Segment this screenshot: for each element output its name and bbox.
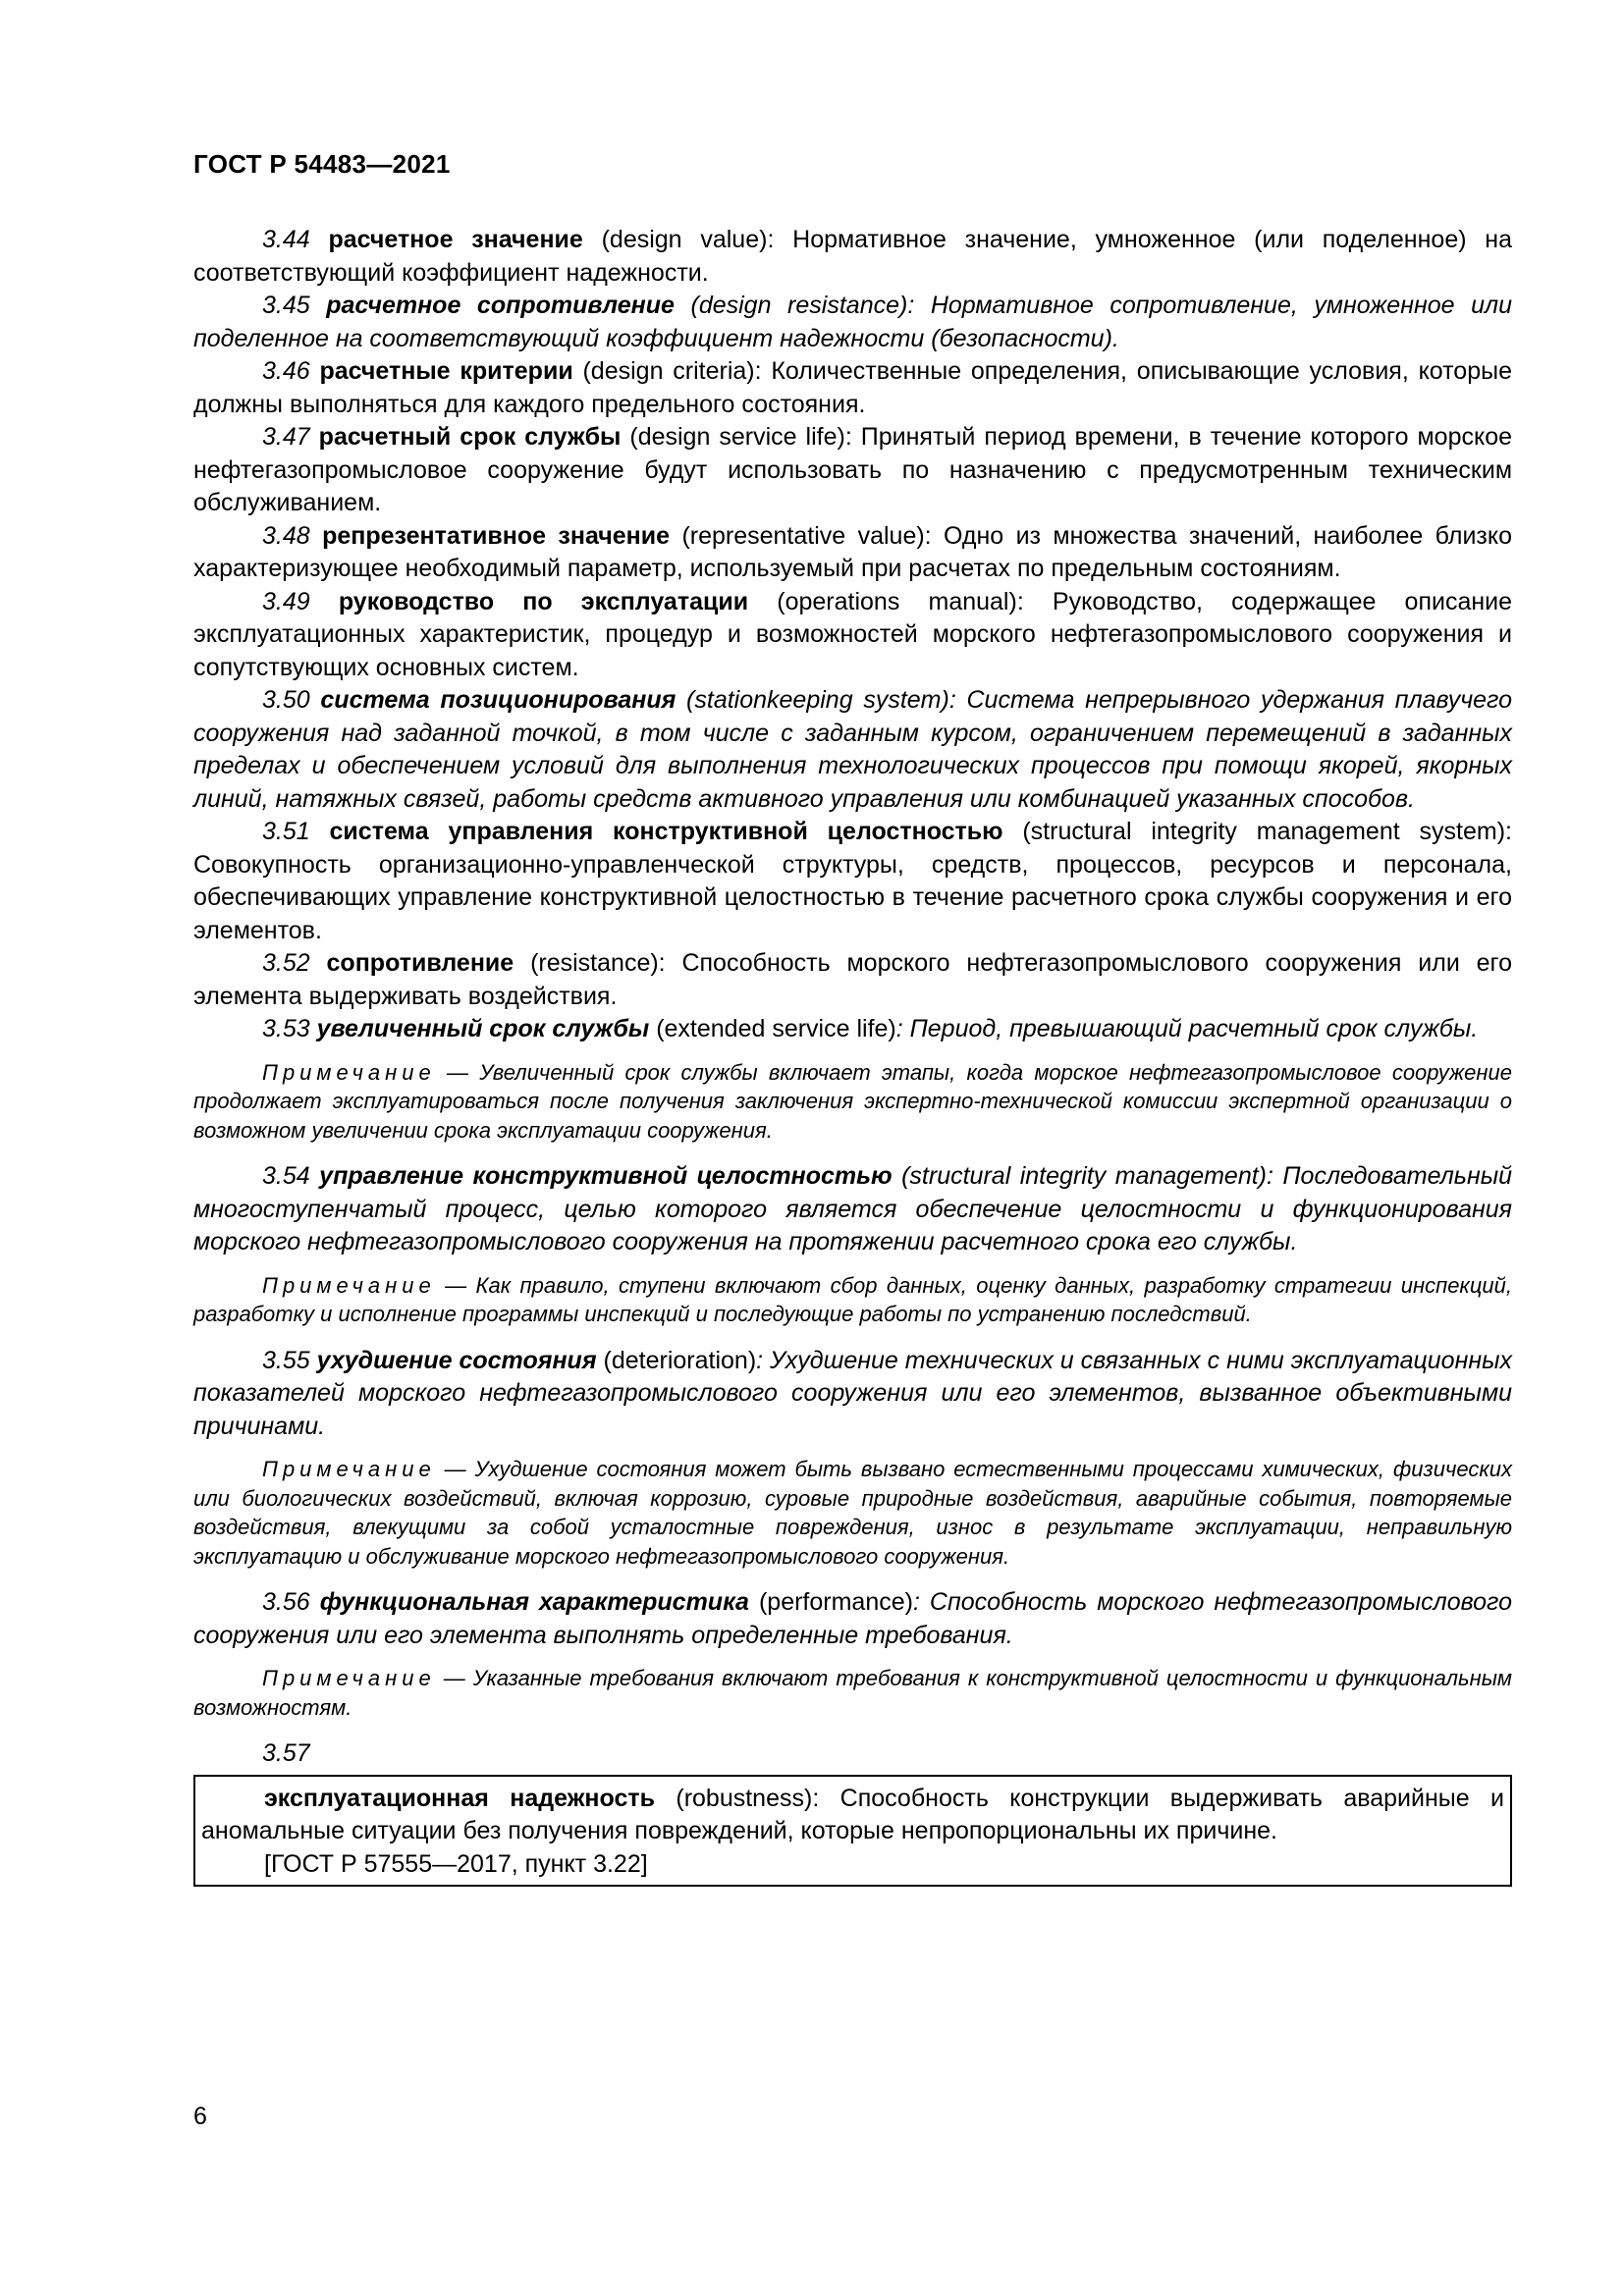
- entry-number: 3.51: [262, 818, 310, 845]
- entry-number: 3.56: [262, 1588, 310, 1616]
- note-label: Примечание: [262, 1059, 436, 1085]
- entry-english: (design resistance): [690, 292, 908, 319]
- entry-number: 3.52: [262, 949, 310, 977]
- entry-english: (performance): [758, 1588, 913, 1616]
- note-text: — Увеличенный срок службы включает этапы, когда морское нефтегазопромысловое сооружение продолжает эксплуатироваться после получения заключения экспертно-технической комиссии экспертной организации о возможном увеличении срока эксплуатации сооружения.: [193, 1059, 1512, 1143]
- entry-number: 3.47: [262, 423, 310, 451]
- entry-number: 3.48: [262, 521, 310, 550]
- note-label: Примечание: [262, 1666, 436, 1690]
- entry-3-44: [193, 224, 1512, 290]
- entry-definition: : Нормативное сопротивление, умноженное или поделенное на соответствующий коэффициент надежности (безопасности).: [193, 292, 1513, 352]
- entry-english: (structural integrity management system): [1022, 818, 1506, 845]
- entry-english: (extended service life): [656, 1015, 896, 1042]
- entry-term: система управления конструктивной целостностью: [329, 818, 1003, 845]
- entry-term: руководство по эксплуатации: [338, 587, 749, 615]
- entry-3-53: [193, 1013, 1512, 1046]
- entry-number: 3.46: [262, 357, 310, 385]
- boxed-term-definition: [201, 1783, 1504, 1848]
- note-text: — Указанные требования включают требования к конструктивной целостности и функциональным возможностям.: [193, 1666, 1512, 1720]
- entry-term: управление конструктивной целостностью: [319, 1162, 893, 1190]
- entry-3-48: [193, 520, 1512, 586]
- document-body: [193, 224, 1512, 1887]
- entry-definition: : Способность конструкции выдерживать аварийные и аномальные ситуации без получения повреждений, которые непропорциональны их причине.: [201, 1784, 1504, 1844]
- entry-term: система позиционирования: [320, 686, 677, 714]
- entry-definition: : Способность морского нефтегазопромыслового сооружения или его элемента выдерживать воздействия.: [193, 949, 1513, 1010]
- entry-english: (representative value): [681, 521, 925, 550]
- entry-definition: : Руководство, содержащее описание эксплуатационных характеристик, процедур и возможностей морского нефтегазопромыслового сооружения и сопутствующих основных систем.: [193, 587, 1513, 681]
- entry-term: расчетный срок службы: [318, 423, 622, 451]
- entry-definition: : Количественные определения, описывающие условия, которые должны выполняться для каждого предельного состояния.: [193, 357, 1512, 418]
- entry-3-57-number: 3.57: [262, 1739, 310, 1767]
- entry-definition: : Последовательный многоступенчатый процесс, целью которого является обеспечение целостности и функционирования морского нефтегазопромыслового сооружения на протяжении расчетного срока его службы.: [193, 1162, 1513, 1255]
- entry-3-56: [193, 1586, 1512, 1652]
- entry-number: 3.53: [262, 1015, 310, 1042]
- entry-definition: : Система непрерывного удержания плавучего сооружения над заданной точкой, в том числе с заданным курсом, ограничением перемещений в заданных пределах и обеспечением условий для выполнения технологических процессов при помощи якорей, якорных линий, натяжных связей, работы средств активного управления или комбинацией указанных способов.: [193, 686, 1512, 813]
- note-3-56: [193, 1664, 1512, 1722]
- entry-3-45: [193, 290, 1512, 355]
- note-text: — Ухудшение состояния может быть вызвано естественными процессами химических, физических или биологических воздействий, включая коррозию, суровые природные воздействия, аварийные события, повторяемые воздействия, влекущими за собой усталостные повреждения, износ в результате эксплуатации, неправильную эксплуатацию и обслуживание морского нефтегазопромыслового сооружения.: [193, 1457, 1512, 1569]
- note-3-53: [193, 1058, 1512, 1146]
- entry-english: (operations manual): [777, 587, 1017, 615]
- entry-term: расчетное значение: [328, 226, 583, 253]
- entry-english: (stationkeeping system): [686, 686, 949, 714]
- entry-term: расчетное сопротивление: [326, 292, 675, 319]
- note-label: Примечание: [262, 1272, 436, 1298]
- entry-english: (structural integrity management): [901, 1162, 1267, 1190]
- entry-3-49: [193, 586, 1512, 685]
- entry-number: 3.45: [262, 292, 310, 319]
- entry-english: (design service life): [629, 423, 845, 451]
- entry-definition: : Период, превышающий расчетный срок службы.: [895, 1015, 1479, 1042]
- boxed-term-source: [ГОСТ Р 57555—2017, пункт 3.22]: [264, 1849, 648, 1878]
- entry-english: (robustness): [676, 1784, 813, 1812]
- boxed-term-frame: [193, 1775, 1512, 1888]
- entry-definition: : Совокупность организационно-управленческой структуры, средств, процессов, ресурсов и персонала, обеспечивающих управление конструктивной целостностью в течение расчетного срока службы сооружения и его элементов.: [193, 818, 1512, 944]
- entry-term: репрезентативное значение: [322, 521, 671, 550]
- entry-3-55: [193, 1345, 1512, 1444]
- entry-english: (resistance): [530, 949, 659, 977]
- entry-english: (design criteria): [582, 357, 755, 385]
- entry-definition: : Нормативное значение, умноженное (или поделенное) на соответствующий коэффициент надежности.: [193, 226, 1513, 287]
- entry-english: (deterioration): [603, 1346, 757, 1374]
- entry-3-47: [193, 421, 1512, 520]
- entry-number: 3.44: [262, 226, 310, 253]
- note-3-54: [193, 1271, 1512, 1329]
- entry-term: увеличенный срок службы: [316, 1015, 650, 1042]
- entry-definition: : Принятый период времени, в течение которого морское нефтегазопромысловое сооружение будут использовать по назначению с предусмотренным техническим обслуживанием.: [193, 423, 1512, 516]
- entry-term: эксплуатационная надежность: [264, 1784, 655, 1812]
- note-label: Примечание: [262, 1457, 436, 1481]
- entry-3-46: [193, 355, 1512, 421]
- entry-3-54: [193, 1160, 1512, 1259]
- entry-term: функциональная характеристика: [319, 1588, 749, 1616]
- entry-definition: : Одно из множества значений, наиболее близко характеризующее необходимый параметр, используемый при расчетах по предельным состояниям.: [193, 521, 1513, 582]
- entry-3-52: [193, 947, 1512, 1013]
- entry-term: расчетные критерии: [319, 357, 573, 385]
- page-number: 6: [193, 2103, 207, 2130]
- entry-number: 3.50: [262, 686, 310, 714]
- entry-english: (design value): [601, 226, 768, 253]
- entry-term: ухудшение состояния: [316, 1346, 597, 1374]
- entry-number: 3.54: [262, 1162, 310, 1190]
- entry-3-51: [193, 816, 1512, 947]
- note-text: — Как правило, ступени включают сбор данных, оценку данных, разработку стратегии инспекций, разработку и исполнение программы инспекций и последующие работы по устранению последствий.: [193, 1272, 1512, 1326]
- entry-number: 3.49: [262, 587, 310, 615]
- document-header: ГОСТ Р 54483—2021: [193, 149, 451, 179]
- entry-term: сопротивление: [326, 949, 514, 977]
- entry-definition: : Способность морского нефтегазопромыслового сооружения или его элемента выполнять определенные требования.: [193, 1588, 1512, 1649]
- entry-3-50: [193, 684, 1512, 816]
- entry-definition: : Ухудшение технических и связанных с ними эксплуатационных показателей морского нефтегазопромыслового сооружения или его элементов, вызванное объективными причинами.: [193, 1346, 1512, 1440]
- note-3-55: [193, 1455, 1512, 1571]
- entry-number: 3.55: [262, 1346, 310, 1374]
